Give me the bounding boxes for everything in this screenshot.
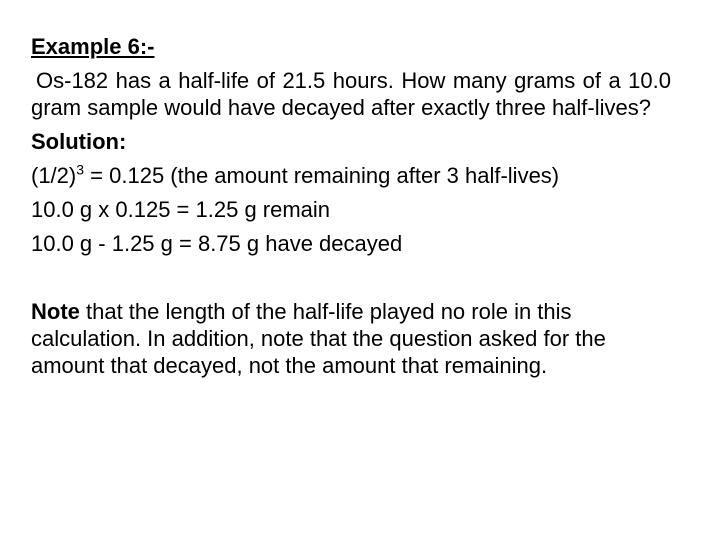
example-heading: Example 6:- — [31, 34, 155, 59]
solution-step-2: 10.0 g x 0.125 = 1.25 g remain — [31, 197, 331, 222]
spacer — [31, 264, 671, 298]
step1-exponent: 3 — [76, 161, 85, 178]
step1-rest: = 0.125 (the amount remaining after 3 half-lives) — [84, 163, 560, 188]
note-paragraph — [31, 298, 671, 379]
step1-base: (1/2) — [31, 163, 77, 188]
solution-step-1 — [31, 162, 671, 189]
solution-label: Solution: — [31, 129, 127, 154]
solution-step-3: 10.0 g - 1.25 g = 8.75 g have decayed — [31, 231, 403, 256]
problem-statement: Os-182 has a half-life of 21.5 hours. How many grams of a 10.0 gram sample would have decayed after exactly three half-lives? — [31, 68, 671, 120]
slide-content — [31, 33, 671, 379]
note-label: Note — [31, 299, 80, 324]
note-text: that the length of the half-life played no role in this calculation. In addition, note that the question asked for the amount that decayed, not the amount that remaining. — [31, 299, 606, 378]
